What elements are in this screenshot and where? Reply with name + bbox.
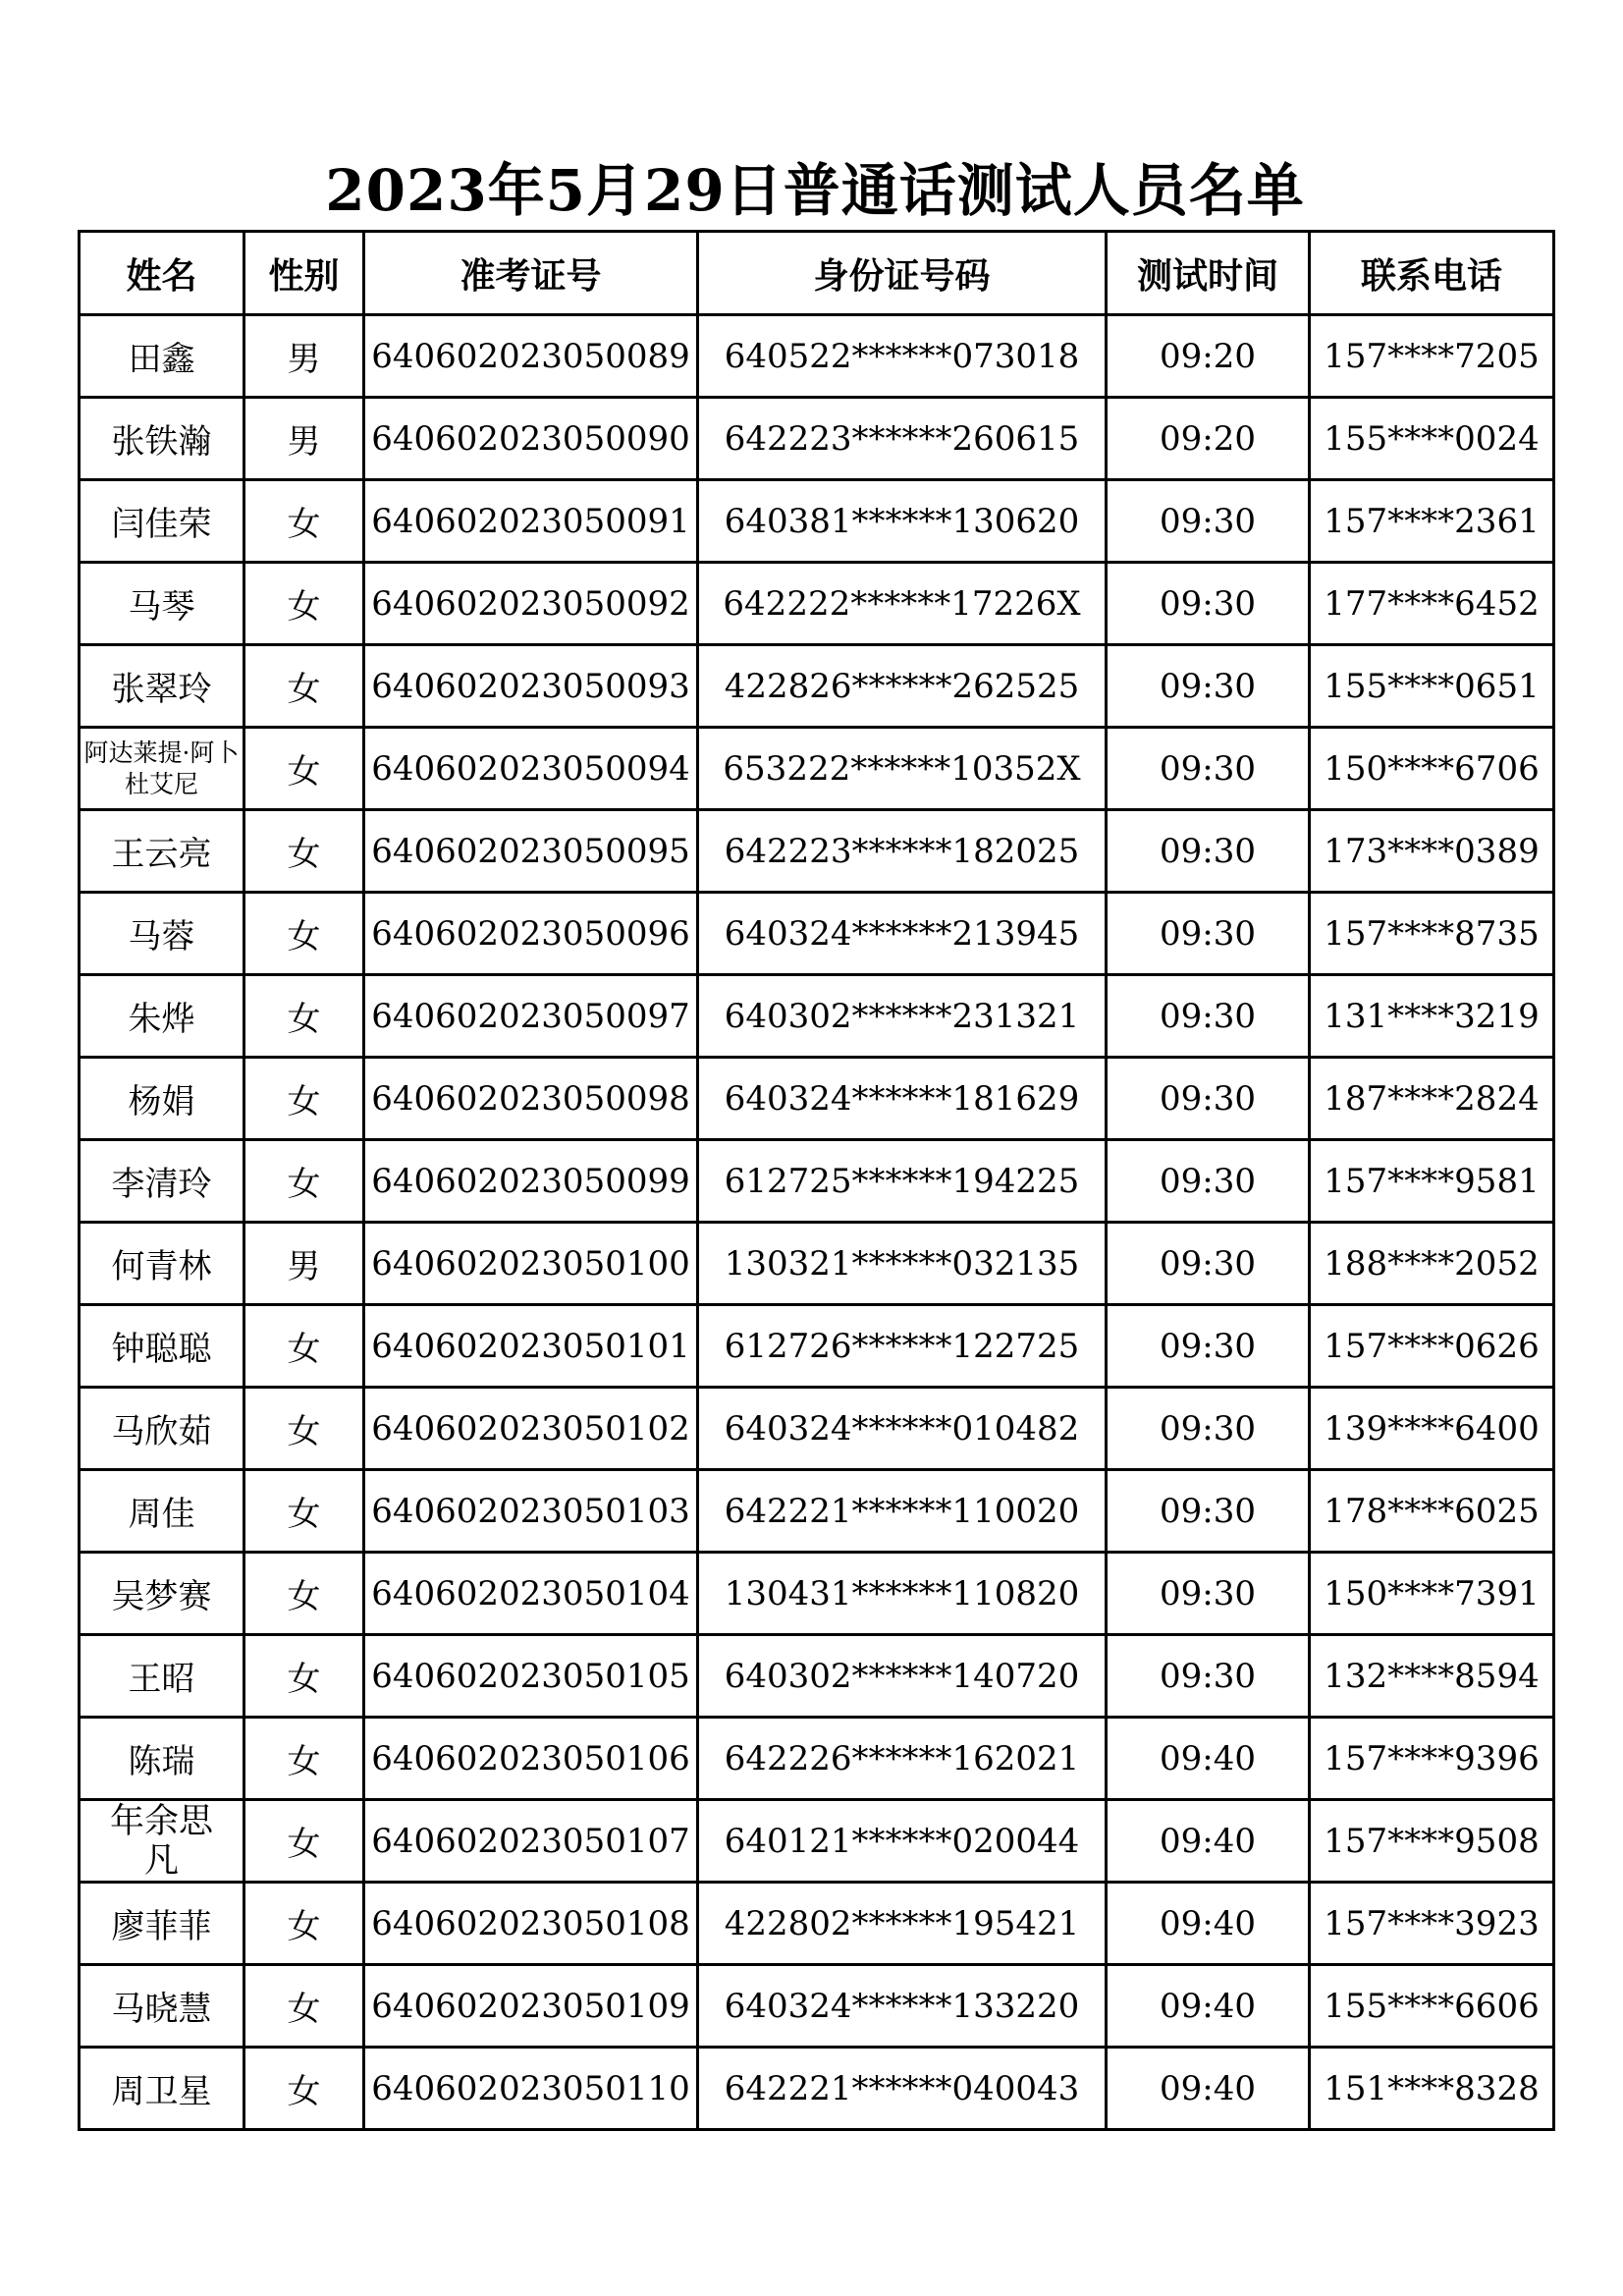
cell-test-time: 09:20 — [1107, 398, 1310, 480]
table-row — [80, 1718, 1554, 1800]
table-row — [80, 1305, 1554, 1388]
cell-test-time: 09:30 — [1107, 645, 1310, 728]
cell-id-no: 642226******162021 — [698, 1718, 1107, 1800]
cell-phone: 157****9508 — [1310, 1800, 1554, 1883]
table-row — [80, 1470, 1554, 1553]
cell-test-time: 09:40 — [1107, 1965, 1310, 2048]
header-phone: 联系电话 — [1310, 232, 1554, 315]
cell-gender: 女 — [244, 1140, 364, 1223]
cell-exam-no: 640602023050096 — [364, 893, 698, 975]
cell-test-time: 09:30 — [1107, 893, 1310, 975]
cell-test-time: 09:30 — [1107, 1140, 1310, 1223]
cell-exam-no: 640602023050109 — [364, 1965, 698, 2048]
cell-name: 陈瑞 — [80, 1718, 244, 1800]
cell-phone: 188****2052 — [1310, 1223, 1554, 1305]
cell-phone: 157****9581 — [1310, 1140, 1554, 1223]
header-gender: 性别 — [244, 232, 364, 315]
table-row — [80, 1058, 1554, 1140]
cell-phone: 150****7391 — [1310, 1553, 1554, 1635]
cell-gender: 女 — [244, 975, 364, 1058]
cell-gender: 女 — [244, 1965, 364, 2048]
cell-test-time: 09:40 — [1107, 1800, 1310, 1883]
cell-gender: 女 — [244, 1470, 364, 1553]
cell-test-time: 09:30 — [1107, 1058, 1310, 1140]
cell-gender: 女 — [244, 1718, 364, 1800]
cell-name: 田鑫 — [80, 315, 244, 398]
cell-name: 王昭 — [80, 1635, 244, 1718]
cell-exam-no: 640602023050102 — [364, 1388, 698, 1470]
cell-exam-no: 640602023050091 — [364, 480, 698, 563]
cell-id-no: 422802******195421 — [698, 1883, 1107, 1965]
roster-body — [80, 315, 1554, 2130]
cell-gender: 男 — [244, 1223, 364, 1305]
cell-test-time: 09:40 — [1107, 1883, 1310, 1965]
cell-gender: 男 — [244, 315, 364, 398]
cell-exam-no: 640602023050097 — [364, 975, 698, 1058]
table-row — [80, 810, 1554, 893]
cell-gender: 女 — [244, 480, 364, 563]
cell-phone: 157****7205 — [1310, 315, 1554, 398]
table-row — [80, 1223, 1554, 1305]
cell-gender: 女 — [244, 1635, 364, 1718]
cell-test-time: 09:30 — [1107, 975, 1310, 1058]
cell-id-no: 612726******122725 — [698, 1305, 1107, 1388]
cell-test-time: 09:30 — [1107, 1553, 1310, 1635]
cell-name: 马琴 — [80, 563, 244, 645]
cell-phone: 132****8594 — [1310, 1635, 1554, 1718]
cell-id-no: 642222******17226X — [698, 563, 1107, 645]
cell-test-time: 09:30 — [1107, 563, 1310, 645]
header-name: 姓名 — [80, 232, 244, 315]
table-row — [80, 1140, 1554, 1223]
page-title: 2023年5月29日普通话测试人员名单 — [325, 157, 1305, 224]
cell-name: 王云亮 — [80, 810, 244, 893]
table-row — [80, 398, 1554, 480]
table-row — [80, 1553, 1554, 1635]
header-id-no: 身份证号码 — [698, 232, 1107, 315]
cell-name: 朱烨 — [80, 975, 244, 1058]
cell-name: 张铁瀚 — [80, 398, 244, 480]
cell-name: 周卫星 — [80, 2048, 244, 2130]
cell-test-time: 09:40 — [1107, 2048, 1310, 2130]
cell-exam-no: 640602023050093 — [364, 645, 698, 728]
cell-exam-no: 640602023050107 — [364, 1800, 698, 1883]
cell-id-no: 640324******010482 — [698, 1388, 1107, 1470]
cell-id-no: 642221******110020 — [698, 1470, 1107, 1553]
table-row — [80, 1635, 1554, 1718]
cell-name: 年余思凡 — [80, 1800, 244, 1883]
table-row — [80, 315, 1554, 398]
cell-exam-no: 640602023050098 — [364, 1058, 698, 1140]
cell-phone: 187****2824 — [1310, 1058, 1554, 1140]
header-test-time: 测试时间 — [1107, 232, 1310, 315]
cell-test-time: 09:30 — [1107, 810, 1310, 893]
cell-name: 阿达莱提·阿卜杜艾尼 — [80, 728, 244, 810]
cell-test-time: 09:30 — [1107, 1305, 1310, 1388]
cell-gender: 女 — [244, 645, 364, 728]
cell-name: 闫佳荣 — [80, 480, 244, 563]
cell-name: 马蓉 — [80, 893, 244, 975]
cell-id-no: 640302******231321 — [698, 975, 1107, 1058]
cell-phone: 173****0389 — [1310, 810, 1554, 893]
cell-exam-no: 640602023050108 — [364, 1883, 698, 1965]
table-row — [80, 1388, 1554, 1470]
cell-exam-no: 640602023050089 — [364, 315, 698, 398]
cell-id-no: 640324******181629 — [698, 1058, 1107, 1140]
cell-phone: 139****6400 — [1310, 1388, 1554, 1470]
cell-gender: 女 — [244, 810, 364, 893]
cell-phone: 155****0024 — [1310, 398, 1554, 480]
cell-gender: 女 — [244, 1883, 364, 1965]
cell-name: 廖菲菲 — [80, 1883, 244, 1965]
table-row — [80, 1883, 1554, 1965]
table-row — [80, 2048, 1554, 2130]
cell-phone: 155****0651 — [1310, 645, 1554, 728]
cell-gender: 女 — [244, 2048, 364, 2130]
header-exam-no: 准考证号 — [364, 232, 698, 315]
cell-phone: 131****3219 — [1310, 975, 1554, 1058]
cell-name: 周佳 — [80, 1470, 244, 1553]
table-row — [80, 563, 1554, 645]
table-row — [80, 975, 1554, 1058]
cell-phone: 157****2361 — [1310, 480, 1554, 563]
cell-test-time: 09:30 — [1107, 480, 1310, 563]
cell-test-time: 09:30 — [1107, 728, 1310, 810]
cell-name: 何青林 — [80, 1223, 244, 1305]
cell-name: 张翠玲 — [80, 645, 244, 728]
cell-id-no: 422826******262525 — [698, 645, 1107, 728]
cell-gender: 女 — [244, 563, 364, 645]
cell-test-time: 09:30 — [1107, 1470, 1310, 1553]
cell-id-no: 640324******213945 — [698, 893, 1107, 975]
cell-exam-no: 640602023050099 — [364, 1140, 698, 1223]
cell-exam-no: 640602023050101 — [364, 1305, 698, 1388]
cell-id-no: 642223******260615 — [698, 398, 1107, 480]
table-row — [80, 1800, 1554, 1883]
cell-exam-no: 640602023050104 — [364, 1553, 698, 1635]
cell-exam-no: 640602023050106 — [364, 1718, 698, 1800]
cell-id-no: 640381******130620 — [698, 480, 1107, 563]
cell-phone: 157****8735 — [1310, 893, 1554, 975]
cell-exam-no: 640602023050092 — [364, 563, 698, 645]
cell-exam-no: 640602023050103 — [364, 1470, 698, 1553]
cell-id-no: 130321******032135 — [698, 1223, 1107, 1305]
cell-exam-no: 640602023050110 — [364, 2048, 698, 2130]
cell-test-time: 09:30 — [1107, 1223, 1310, 1305]
cell-id-no: 640324******133220 — [698, 1965, 1107, 2048]
cell-gender: 女 — [244, 1058, 364, 1140]
cell-gender: 女 — [244, 1305, 364, 1388]
cell-name: 钟聪聪 — [80, 1305, 244, 1388]
cell-exam-no: 640602023050105 — [364, 1635, 698, 1718]
cell-gender: 女 — [244, 1553, 364, 1635]
cell-name: 马欣茹 — [80, 1388, 244, 1470]
cell-name: 杨娟 — [80, 1058, 244, 1140]
cell-phone: 178****6025 — [1310, 1470, 1554, 1553]
cell-id-no: 130431******110820 — [698, 1553, 1107, 1635]
table-row — [80, 1965, 1554, 2048]
cell-phone: 157****0626 — [1310, 1305, 1554, 1388]
cell-test-time: 09:30 — [1107, 1388, 1310, 1470]
cell-phone: 155****6606 — [1310, 1965, 1554, 2048]
roster-table — [78, 230, 1555, 2131]
header-row — [80, 232, 1554, 315]
cell-exam-no: 640602023050095 — [364, 810, 698, 893]
cell-gender: 女 — [244, 1388, 364, 1470]
cell-exam-no: 640602023050094 — [364, 728, 698, 810]
cell-id-no: 640121******020044 — [698, 1800, 1107, 1883]
table-row — [80, 645, 1554, 728]
cell-phone: 150****6706 — [1310, 728, 1554, 810]
table-row — [80, 480, 1554, 563]
cell-gender: 女 — [244, 893, 364, 975]
cell-gender: 女 — [244, 1800, 364, 1883]
cell-exam-no: 640602023050090 — [364, 398, 698, 480]
cell-test-time: 09:40 — [1107, 1718, 1310, 1800]
cell-gender: 女 — [244, 728, 364, 810]
cell-phone: 157****9396 — [1310, 1718, 1554, 1800]
cell-phone: 177****6452 — [1310, 563, 1554, 645]
cell-id-no: 612725******194225 — [698, 1140, 1107, 1223]
cell-name: 李清玲 — [80, 1140, 244, 1223]
cell-name: 马晓慧 — [80, 1965, 244, 2048]
cell-id-no: 642221******040043 — [698, 2048, 1107, 2130]
cell-test-time: 09:30 — [1107, 1635, 1310, 1718]
cell-id-no: 640302******140720 — [698, 1635, 1107, 1718]
table-row — [80, 728, 1554, 810]
cell-id-no: 653222******10352X — [698, 728, 1107, 810]
cell-phone: 151****8328 — [1310, 2048, 1554, 2130]
cell-test-time: 09:20 — [1107, 315, 1310, 398]
cell-gender: 男 — [244, 398, 364, 480]
cell-name: 吴梦赛 — [80, 1553, 244, 1635]
cell-id-no: 642223******182025 — [698, 810, 1107, 893]
cell-exam-no: 640602023050100 — [364, 1223, 698, 1305]
table-row — [80, 893, 1554, 975]
cell-id-no: 640522******073018 — [698, 315, 1107, 398]
cell-phone: 157****3923 — [1310, 1883, 1554, 1965]
